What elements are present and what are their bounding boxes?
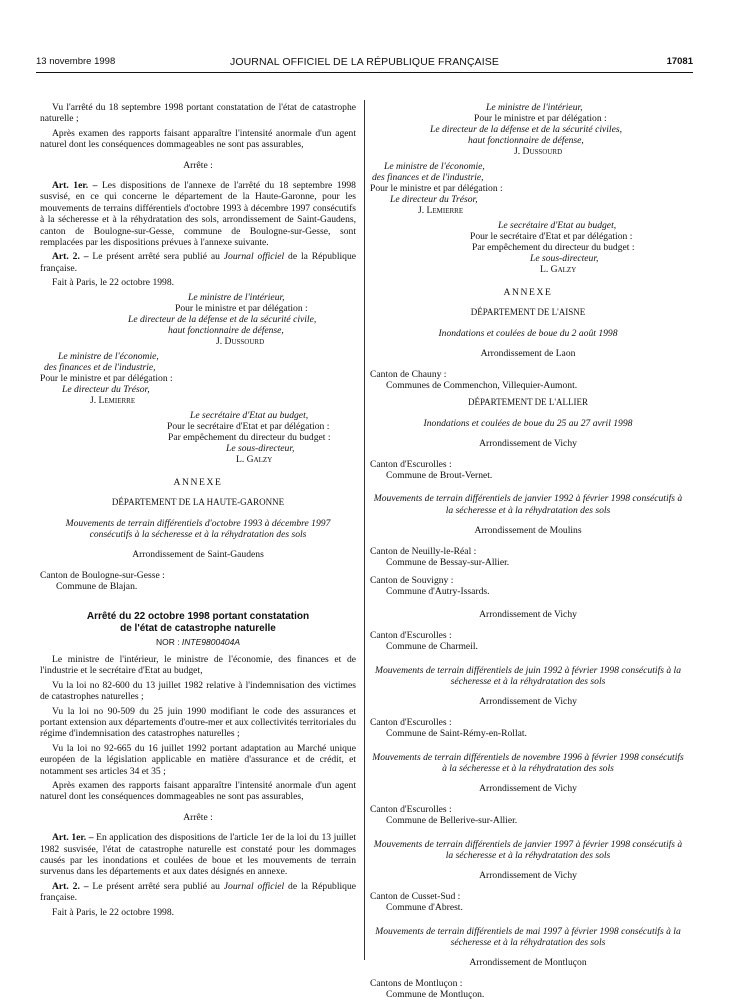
page-header [36,56,693,70]
right-column [370,102,686,1007]
department-heading: DÉPARTEMENT DE L'AISNE [470,307,586,318]
commune: Commune d'Abrest. [386,902,463,914]
journal-title: JOURNAL OFFICIEL DE LA RÉPUBLIQUE FRANÇAISE [230,56,499,68]
article-2 [40,251,356,274]
signatory-name: J. Dussourd [514,146,563,157]
article-2 [40,881,356,904]
signatory-title: Le directeur du Trésor, [390,194,478,205]
commune: Commune de Bessay-sur-Allier. [386,557,510,569]
signatory-name: J. Lemierre [90,394,136,406]
delegation: Pour le secrétaire d'Etat et par délégation : [167,420,330,432]
article-text: Le présent arrêté sera publié au [88,251,224,263]
arrondissement: Arrondissement de Montluçon [469,957,587,969]
signatory-name: J. Dussourd [216,335,265,347]
article-label: Art. 1er. – [52,180,98,192]
event-description: Mouvements de terrain différentiels de janvier 1992 à février 1998 consécutifs à la sécheresse et à la réhydratation des sols [373,493,683,516]
delegation: Par empêchement du directeur du budget : [168,431,331,443]
signatory-name: J. Lemierre [418,205,464,216]
journal-ref: Journal officiel [223,880,285,892]
commune: Communes de Commenchon, Villequier-Aumont. [386,380,578,392]
event-description: Inondations et coulées de boue du 25 au 27 avril 1998 [423,417,633,429]
delegation: Pour le secrétaire d'Etat et par délégation : [470,231,633,242]
delegation: Pour le ministre et par délégation : [474,113,607,124]
canton: Canton d'Escurolles : [370,629,452,641]
signatory-title: Le ministre de l'économie, [384,161,485,172]
nor-label: NOR : [155,636,182,647]
canton: Canton de Chauny : [370,368,447,380]
delegation: Pour le ministre et par délégation : [370,183,503,194]
commune: Commune de Saint-Rémy-en-Rollat. [386,728,527,740]
page-number: 17081 [666,56,693,67]
canton: Canton de Souvigny : [370,574,454,586]
decree-title: Arrêté du 22 octobre 1998 portant constatation [86,610,310,622]
event-description: Mouvements de terrain différentiels d'octobre 1993 à décembre 1997 consécutifs à la sécheresse et à la réhydratation des sols [65,517,331,540]
arrondissement: Arrondissement de Laon [480,348,576,360]
signatory-title: Le sous-directeur, [530,253,599,264]
paragraph: Le ministre de l'intérieur, le ministre de l'économie, des finances et de l'industrie et le secrétaire d'Etat au budget, [40,653,356,677]
canton: Cantons de Montluçon : [370,977,463,989]
paragraph: Vu la loi no 90-509 du 25 juin 1990 modifiant le code des assurances et portant extension aux départements d'outre-mer et aux collectivités territoriales du régime d'indemnisation des catastrophes naturelles ; [40,705,356,740]
signatory-name: L. Galzy [540,264,577,275]
signatory-title: Le sous-directeur, [226,442,295,454]
event-description: Mouvements de terrain différentiels de juin 1992 à février 1998 consécutifs à la sécheresse et à la réhydratation des sols [374,664,682,687]
signatory-title: des finances et de l'industrie, [44,361,156,373]
department-heading: DÉPARTEMENT DE LA HAUTE-GARONNE [111,497,285,508]
left-column [40,102,356,921]
arrondissement: Arrondissement de Vichy [479,783,577,795]
signatory-title: haut fonctionnaire de défense, [168,324,284,336]
nor-reference [40,637,356,648]
commune: Commune de Brout-Vernet. [386,470,493,482]
event-description: Inondations et coulées de boue du 2 août 1998 [438,327,618,339]
header-rule [36,72,693,73]
delegation: Pour le ministre et par délégation : [175,302,308,314]
event-description: Mouvements de terrain différentiels de mai 1997 à février 1998 consécutifs à la sécheresse et à la réhydratation des sols [375,925,681,949]
nor-code: INTE9800404A [181,636,241,647]
paragraph: Vu la loi no 82-600 du 13 juillet 1982 relative à l'indemnisation des victimes de catastrophes naturelles ; [40,679,356,703]
signatory-title: Le directeur de la défense et de la sécurité civile, [128,313,317,325]
signatory-name: L. Galzy [236,453,273,465]
signature-block [40,292,356,465]
paragraph: Après examen des rapports faisant apparaître l'intensité anormale d'un agent naturel dont les conséquences dommageables ne sont pas assurables, [40,780,356,803]
article-label: Art. 2. – [52,880,89,892]
commune: Commune de Bellerive-sur-Allier. [386,815,518,827]
delegation: Par empêchement du directeur du budget : [472,242,635,253]
signatory-title: des finances et de l'industrie, [372,172,484,183]
article-text: Les dispositions de l'annexe de l'arrêté du 18 septembre 1998 susvisé, en ce qui concerne le département de la Haute-Garonne, pour les mouvements de terrains différentiels d'octobre 1993 à décembre 1997 consécutifs à la sécheresse et à la réhydratation des sols, arrondissement de Saint-Gaudens, canton de Boulogne-sur-Gesse, commune de Boulogne-sur-Gesse, sont remplacées par les dispositions prévues à l'annexe suivante. [40,180,356,249]
signatory-title: Le ministre de l'économie, [58,350,159,362]
canton: Canton d'Escurolles : [370,458,452,470]
arrondissement: Arrondissement de Saint-Gaudens [132,549,264,561]
article-1 [40,832,356,878]
header-date: 13 novembre 1998 [36,56,116,67]
paragraph: Après examen des rapports faisant apparaître l'intensité anormale d'un agent naturel dont les conséquences dommageables ne sont pas assurables, [40,127,356,151]
delegation: Pour le ministre et par délégation : [40,372,173,384]
signatory-title: Le directeur du Trésor, [62,383,150,395]
signatory-title: Le secrétaire d'Etat au budget, [190,409,309,421]
arrete-heading: Arrête : [183,159,213,171]
article-text: de la République française. [40,880,357,904]
arrondissement: Arrondissement de Vichy [479,696,577,708]
signatory-title: Le directeur de la défense et de la sécurité civiles, [430,124,622,135]
canton: Canton de Cusset-Sud : [370,890,461,902]
signatory-title: Le secrétaire d'Etat au budget, [498,220,617,231]
journal-ref: Journal officiel [223,251,285,263]
fait-a-paris: Fait à Paris, le 22 octobre 1998. [52,277,175,289]
decree-title: de l'état de catastrophe naturelle [120,622,276,634]
canton: Canton d'Escurolles : [370,716,452,728]
arrondissement: Arrondissement de Vichy [479,438,577,450]
commune: Commune de Montluçon. [386,989,485,1001]
arrondissement: Arrondissement de Moulins [474,525,582,537]
column-divider [364,100,365,960]
arrete-heading: Arrête : [183,811,213,823]
event-description: Mouvements de terrain différentiels de novembre 1996 à février 1998 consécutifs à la sécheresse et à la réhydratation des sols [372,751,684,774]
signatory-title: Le ministre de l'intérieur, [486,102,583,113]
annexe-heading: ANNEXE [173,476,223,488]
canton: Canton de Boulogne-sur-Gesse : [40,569,165,581]
paragraph: Vu la loi no 92-665 du 16 juillet 1992 portant adaptation au Marché unique européen de la législation applicable en matière d'assurance et de crédit, et notamment ses articles 34 et 35 ; [40,742,356,777]
article-text: En application des dispositions de l'article 1er de la loi du 13 juillet 1982 susvisée, l'état de catastrophe naturelle est constaté pour les dommages causés par les inondations et coulées de boue et les mouvements de terrain survenus dans les départements et aux dates désignés en annexe. [40,832,356,878]
article-1 [40,180,356,248]
signature-block [370,102,686,275]
canton: Canton d'Escurolles : [370,803,452,815]
commune: Commune d'Autry-Issards. [386,585,490,597]
article-label: Art. 1er. – [52,832,94,844]
paragraph: Vu l'arrêté du 18 septembre 1998 portant constatation de l'état de catastrophe naturelle ; [40,102,356,125]
fait-a-paris: Fait à Paris, le 22 octobre 1998. [52,906,175,918]
signatory-title: haut fonctionnaire de défense, [468,135,584,146]
department-heading: DÉPARTEMENT DE L'ALLIER [467,397,589,408]
commune: Commune de Charmeil. [386,641,478,653]
article-text: Le présent arrêté sera publié au [88,880,224,892]
article-text: de la République française. [40,251,357,274]
commune: Commune de Blajan. [56,581,138,593]
arrondissement: Arrondissement de Vichy [479,609,577,621]
arrondissement: Arrondissement de Vichy [479,870,577,882]
article-label: Art. 2. – [52,251,89,263]
annexe-heading: ANNEXE [503,287,553,298]
event-description: Mouvements de terrain différentiels de janvier 1997 à février 1998 consécutifs à la sécheresse et à la réhydratation des sols [373,838,683,861]
canton: Canton de Neuilly-le-Réal : [370,545,477,557]
signatory-title: Le ministre de l'intérieur, [188,291,285,303]
